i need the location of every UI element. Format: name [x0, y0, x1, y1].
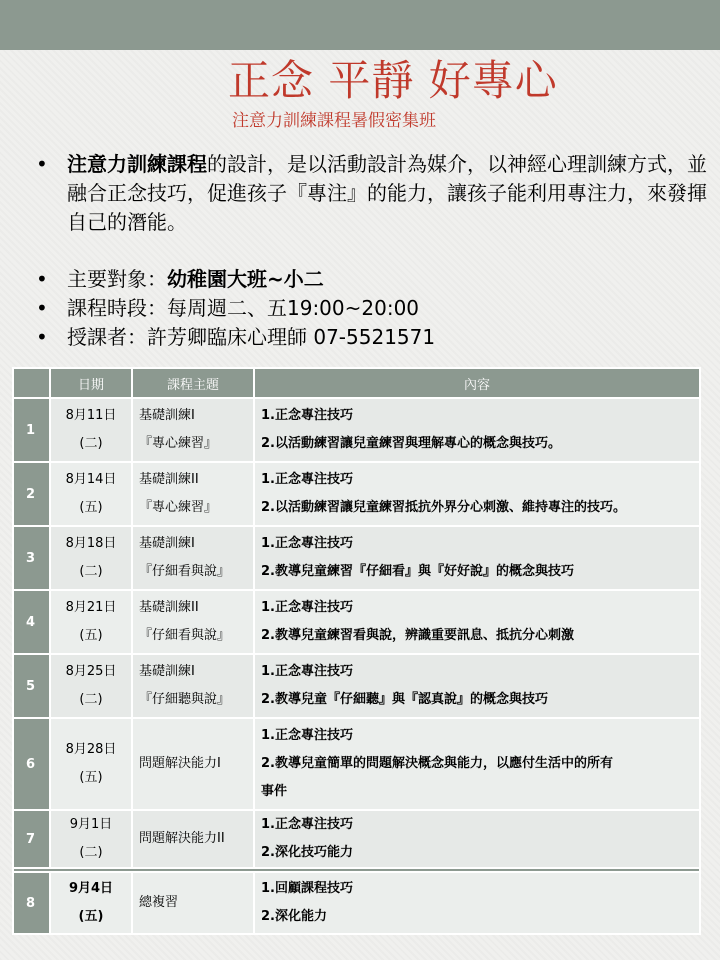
- topic-line-2: 『仔細看與說』: [139, 564, 231, 579]
- time-label: 課程時段：: [67, 296, 167, 320]
- row-topic: [132, 526, 254, 590]
- row-date: [50, 590, 132, 654]
- topic-line-1: 基礎訓練I: [139, 536, 195, 551]
- header-topic: 課程主題: [132, 368, 254, 398]
- row-topic: [132, 590, 254, 654]
- intro-bold: 注意力訓練課程: [67, 152, 207, 176]
- intro-bullets: [34, 150, 714, 352]
- topic-line-1: 問題解決能力I: [139, 756, 221, 771]
- topic-line-2: 『仔細聽與說』: [139, 692, 231, 707]
- intro-text: 的設計，是以活動設計為媒介，以神經心理訓練方式，並融合正念技巧，促進孩子『專注』的能力，讓孩子能利用專注力，來發揮自己的潛能。: [67, 152, 707, 234]
- header-content: 內容: [254, 368, 700, 398]
- row-topic: [132, 462, 254, 526]
- content-line-2: 2.深化技巧能力: [261, 845, 353, 860]
- topic-line-1: 基礎訓練I: [139, 664, 195, 679]
- content-line-1: 1.正念專注技巧: [261, 817, 353, 832]
- table-row: [13, 462, 700, 526]
- content-line-2: 2.教導兒童簡單的問題解決概念與能力，以應付生活中的所有: [261, 756, 613, 771]
- row-content: [254, 398, 700, 462]
- row-content: [254, 718, 700, 810]
- content-line-2: 2.深化能力: [261, 909, 327, 924]
- row-date: [50, 398, 132, 462]
- schedule-table: [12, 367, 701, 935]
- topic-line-1: 問題解決能力II: [139, 831, 225, 846]
- table-row: [13, 526, 700, 590]
- target-bullet: [34, 265, 714, 294]
- topic-line-2: 『專心練習』: [139, 500, 218, 515]
- page-subtitle: 注意力訓練課程暑假密集班: [232, 111, 436, 131]
- topic-line-2: 『仔細看與說』: [139, 628, 231, 643]
- row-date: [50, 526, 132, 590]
- row-topic: [132, 398, 254, 462]
- content-line-2: 2.教導兒童練習看與說，辨識重要訊息、抵抗分心刺激: [261, 628, 574, 643]
- row-topic: [132, 654, 254, 718]
- row-number: 7: [13, 810, 50, 868]
- date-text: 9月4日: [68, 881, 114, 896]
- weekday-text: (五): [79, 500, 103, 515]
- row-number: 8: [13, 872, 50, 934]
- teacher-value: 許芳卿臨床心理師 07-5521571: [147, 325, 436, 349]
- weekday-text: (二): [79, 845, 103, 860]
- header-num: [13, 368, 50, 398]
- content-line-1: 1.正念專注技巧: [261, 536, 353, 551]
- date-text: 8月11日: [65, 408, 117, 423]
- weekday-text: (五): [79, 770, 103, 785]
- table-header-row: [13, 368, 700, 398]
- row-topic: [132, 872, 254, 934]
- row-content: [254, 872, 700, 934]
- time-value: 每周週二、五19:00~20:00: [167, 296, 420, 320]
- row-number: 4: [13, 590, 50, 654]
- row-content: [254, 590, 700, 654]
- content-line-2: 2.以活動練習讓兒童練習抵抗外界分心刺激、維持專注的技巧。: [261, 500, 626, 515]
- topic-line-1: 基礎訓練II: [139, 472, 199, 487]
- topic-line-1: 基礎訓練I: [139, 408, 195, 423]
- row-date: [50, 810, 132, 868]
- content-line-3: 事件: [261, 784, 288, 799]
- page-title: 正念 平靜 好專心: [228, 56, 558, 105]
- row-content: [254, 654, 700, 718]
- content-line-1: 1.回顧課程技巧: [261, 881, 353, 896]
- row-content: [254, 810, 700, 868]
- row-date: [50, 462, 132, 526]
- weekday-text: (二): [79, 564, 103, 579]
- row-topic: [132, 810, 254, 868]
- content-line-1: 1.正念專注技巧: [261, 408, 353, 423]
- content-line-2: 2.教導兒童『仔細聽』與『認真說』的概念與技巧: [261, 692, 548, 707]
- teacher-label: 授課者：: [67, 325, 147, 349]
- date-text: 9月1日: [69, 817, 113, 832]
- weekday-text: (二): [79, 436, 103, 451]
- content-line-1: 1.正念專注技巧: [261, 472, 353, 487]
- date-text: 8月18日: [65, 536, 117, 551]
- date-text: 8月28日: [65, 742, 117, 757]
- target-value: 幼稚園大班~小二: [167, 267, 324, 291]
- intro-bullet: [34, 150, 714, 237]
- row-date: [50, 654, 132, 718]
- date-text: 8月21日: [65, 600, 117, 615]
- row-content: [254, 526, 700, 590]
- row-date: [50, 718, 132, 810]
- table-row: [13, 590, 700, 654]
- row-number: 5: [13, 654, 50, 718]
- topic-line-2: 『專心練習』: [139, 436, 218, 451]
- row-number: 3: [13, 526, 50, 590]
- content-line-2: 2.教導兒童練習『仔細看』與『好好說』的概念與技巧: [261, 564, 574, 579]
- table-row: [13, 718, 700, 810]
- row-date: [50, 872, 132, 934]
- weekday-text: (二): [79, 692, 103, 707]
- time-bullet: [34, 294, 714, 323]
- weekday-text: (五): [78, 909, 104, 924]
- date-text: 8月14日: [65, 472, 117, 487]
- row-content: [254, 462, 700, 526]
- row-number: 1: [13, 398, 50, 462]
- table-row: [13, 654, 700, 718]
- row-number: 6: [13, 718, 50, 810]
- target-label: 主要對象：: [67, 267, 167, 291]
- table-row: [13, 398, 700, 462]
- header-date: 日期: [50, 368, 132, 398]
- topic-line-1: 總複習: [139, 895, 179, 910]
- row-number: 2: [13, 462, 50, 526]
- teacher-bullet: [34, 323, 714, 352]
- table-row: [13, 810, 700, 868]
- content-line-1: 1.正念專注技巧: [261, 664, 353, 679]
- table-row: [13, 872, 700, 934]
- row-topic: [132, 718, 254, 810]
- top-banner: [0, 0, 720, 50]
- content-line-1: 1.正念專注技巧: [261, 728, 353, 743]
- content-line-1: 1.正念專注技巧: [261, 600, 353, 615]
- weekday-text: (五): [79, 628, 103, 643]
- content-line-2: 2.以活動練習讓兒童練習與理解專心的概念與技巧。: [261, 436, 561, 451]
- topic-line-1: 基礎訓練II: [139, 600, 199, 615]
- date-text: 8月25日: [65, 664, 117, 679]
